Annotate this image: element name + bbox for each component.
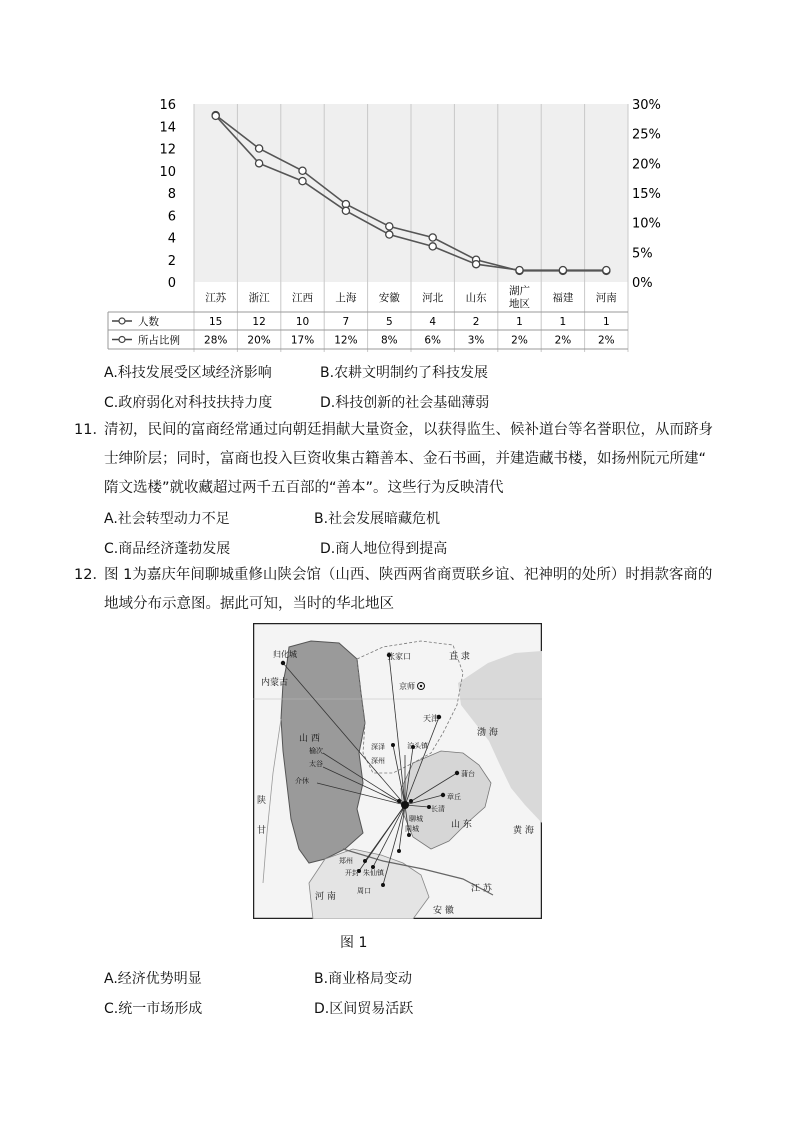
q11-option-a[interactable]: A.社会转型动力不足 bbox=[104, 511, 230, 527]
y-right-tick-label: 5% bbox=[632, 246, 653, 262]
map-label-zhangqiu: 章丘 bbox=[447, 793, 461, 801]
y-right-tick-label: 25% bbox=[632, 127, 661, 143]
y-axis-left bbox=[159, 98, 176, 291]
map-label-tianjin: 天津 bbox=[423, 714, 439, 723]
map-label-zhili: 直 隶 bbox=[449, 652, 470, 662]
map-label-bohai: 渤 海 bbox=[477, 728, 498, 738]
map-label-gan: 甘 bbox=[257, 826, 267, 836]
map-label-neimenggu: 内蒙古 bbox=[261, 678, 289, 688]
table-cell: 1 bbox=[516, 316, 523, 328]
table-cell: 7 bbox=[342, 316, 350, 328]
y-left-tick-label: 4 bbox=[167, 231, 176, 247]
series-point-2 bbox=[429, 243, 436, 250]
y-right-tick-label: 15% bbox=[632, 187, 661, 202]
table-cell: 2% bbox=[511, 334, 528, 347]
x-category-label: 浙江 bbox=[248, 292, 270, 304]
x-category-label: 地区 bbox=[509, 298, 530, 310]
table-cell: 12% bbox=[334, 334, 358, 347]
table-cell: 5 bbox=[385, 316, 393, 328]
table-cell: 1 bbox=[559, 316, 567, 328]
map-label-tongcheng: 同城 bbox=[405, 825, 419, 833]
series-point-2 bbox=[516, 267, 523, 274]
series-point-2 bbox=[212, 112, 219, 119]
q11-option-c[interactable]: C.商品经济蓬勃发展 bbox=[104, 541, 231, 557]
map-label-pucheng: 蒲台 bbox=[461, 770, 475, 778]
series-point-1 bbox=[386, 223, 393, 230]
map-label-botou: 泊头镇 bbox=[407, 742, 428, 750]
y-axis-right bbox=[632, 98, 661, 291]
y-left-tick-label: 16 bbox=[159, 98, 176, 113]
q10-option-d[interactable]: D.科技创新的社会基础薄弱 bbox=[320, 395, 490, 411]
y-right-tick-label: 20% bbox=[632, 157, 661, 173]
map-label-yuci: 榆次 bbox=[309, 747, 323, 755]
series-point-1 bbox=[256, 145, 263, 152]
x-category-label: 上海 bbox=[335, 292, 357, 304]
series-point-2 bbox=[299, 178, 306, 185]
q11-option-d[interactable]: D.商人地位得到提高 bbox=[320, 541, 448, 557]
table-cell: 6% bbox=[424, 334, 442, 347]
map-label-shaan: 陕 bbox=[257, 796, 267, 806]
map-label-anhui: 安 徽 bbox=[433, 906, 454, 916]
x-category-label: 安徽 bbox=[378, 292, 400, 304]
map-label-taigu: 太谷 bbox=[309, 760, 323, 768]
y-right-tick-label: 30% bbox=[632, 98, 661, 113]
table-cell: 15 bbox=[209, 316, 223, 328]
series-point-1 bbox=[299, 167, 306, 174]
q12-option-a[interactable]: A.经济优势明显 bbox=[104, 971, 202, 987]
x-category-label: 江苏 bbox=[205, 292, 227, 304]
map-label-zhuxian: 朱仙镇 bbox=[363, 869, 384, 877]
q12-option-c[interactable]: C.统一市场形成 bbox=[104, 1001, 203, 1017]
y-left-tick-label: 14 bbox=[159, 120, 176, 136]
map-label-shandong: 山 东 bbox=[451, 820, 472, 830]
table-cell: 12 bbox=[252, 316, 266, 328]
table-cell: 2% bbox=[597, 334, 615, 347]
map-label-liaocheng: 聊城 bbox=[409, 815, 423, 823]
x-category-label: 河南 bbox=[595, 292, 617, 304]
q12-option-b[interactable]: B.商业格局变动 bbox=[314, 971, 413, 987]
map-label-shanxi: 山 西 bbox=[299, 734, 320, 744]
table-cell: 8% bbox=[380, 334, 398, 347]
x-category-label: 山东 bbox=[465, 292, 487, 304]
map-label-zhoukou: 周口 bbox=[357, 887, 371, 895]
series-point-2 bbox=[559, 267, 566, 274]
y-left-tick-label: 2 bbox=[167, 253, 176, 269]
x-category-label: 江西 bbox=[292, 292, 313, 304]
legend-marker bbox=[119, 318, 125, 324]
map-region-shanxi bbox=[281, 641, 365, 863]
q10-option-a[interactable]: A.科技发展受区域经济影响 bbox=[104, 365, 272, 381]
y-left-tick-label: 6 bbox=[167, 209, 176, 225]
table-cell: 17% bbox=[290, 334, 315, 347]
q10-option-c[interactable]: C.政府弱化对科技扶持力度 bbox=[104, 395, 273, 411]
map-label-shenzhou: 深州 bbox=[371, 757, 385, 765]
y-left-tick-label: 12 bbox=[159, 142, 176, 158]
q11-option-b[interactable]: B.社会发展暗藏危机 bbox=[314, 511, 441, 527]
y-left-tick-label: 8 bbox=[167, 187, 176, 202]
series-point-2 bbox=[342, 207, 349, 214]
table-cell: 10 bbox=[295, 316, 310, 328]
x-category-label: 湖广 bbox=[509, 285, 530, 297]
series-point-2 bbox=[473, 261, 480, 268]
table-cell: 20% bbox=[247, 334, 271, 347]
map-label-henan: 河 南 bbox=[315, 892, 336, 902]
map-label-zhengzhou: 郑州 bbox=[339, 857, 353, 865]
series-point-2 bbox=[256, 160, 263, 167]
legend-label: 所占比例 bbox=[138, 334, 180, 347]
legend-label: 人数 bbox=[138, 316, 159, 328]
map-figure bbox=[253, 623, 542, 919]
table-cell: 3% bbox=[467, 334, 485, 347]
table-cell: 2 bbox=[472, 316, 480, 328]
figure-caption: 图 1 bbox=[340, 935, 368, 951]
map-label-jiangsu: 江 苏 bbox=[471, 884, 492, 894]
series-point-2 bbox=[603, 267, 610, 274]
map-label-huanghai: 黄 海 bbox=[513, 826, 534, 836]
y-left-tick-label: 10 bbox=[159, 164, 176, 180]
q11-stem: 清初，民间的富商经常通过向朝廷捐献大量资金，以获得监生、候补道台等名誉职位，从而跻身 士绅阶层；同时，富商也投入巨资收集古籍善本、金石书画，并建造藏书楼，如扬州阮元所建“ 隋文选楼”就收藏超过两千五百部的“善本”。这些行为反映清代 bbox=[104, 422, 713, 496]
map-label-zhangjiakou: 张家口 bbox=[387, 652, 411, 661]
series-point-1 bbox=[429, 234, 436, 241]
x-category-label: 河北 bbox=[422, 292, 444, 304]
legend-marker bbox=[119, 337, 125, 343]
series-point-2 bbox=[386, 231, 393, 238]
q12-number: 12． bbox=[74, 567, 107, 583]
x-category-label: 福建 bbox=[552, 292, 574, 304]
map-label-jiexiu: 介休 bbox=[295, 777, 309, 785]
y-right-tick-label: 0% bbox=[632, 276, 653, 291]
table-cell: 4 bbox=[429, 316, 437, 328]
table-cell: 1 bbox=[602, 316, 610, 328]
map-label-changqing: 长清 bbox=[431, 805, 445, 813]
q11-number: 11． bbox=[74, 422, 107, 438]
map-label-shenze: 深泽 bbox=[371, 743, 385, 751]
q12-option-d[interactable]: D.区间贸易活跃 bbox=[314, 1001, 414, 1017]
table-cell: 28% bbox=[204, 334, 228, 347]
map-label-guihua: 归化城 bbox=[273, 650, 297, 659]
q12-stem: 图 1为嘉庆年间聊城重修山陕会馆（山西、陕西两省商贾联乡谊、祀神明的处所）时捐款客商的 地域分布示意图。据此可知，当时的华北地区 bbox=[104, 567, 713, 612]
y-left-tick-label: 0 bbox=[167, 276, 176, 291]
map-label-jingshi: 京师 bbox=[399, 682, 415, 691]
y-right-tick-label: 10% bbox=[632, 216, 661, 232]
table-cell: 2% bbox=[554, 334, 572, 347]
map-label-kaifeng: 开封 bbox=[345, 869, 359, 877]
q10-option-b[interactable]: B.农耕文明制约了科技发展 bbox=[320, 365, 489, 381]
chart bbox=[0, 0, 793, 360]
